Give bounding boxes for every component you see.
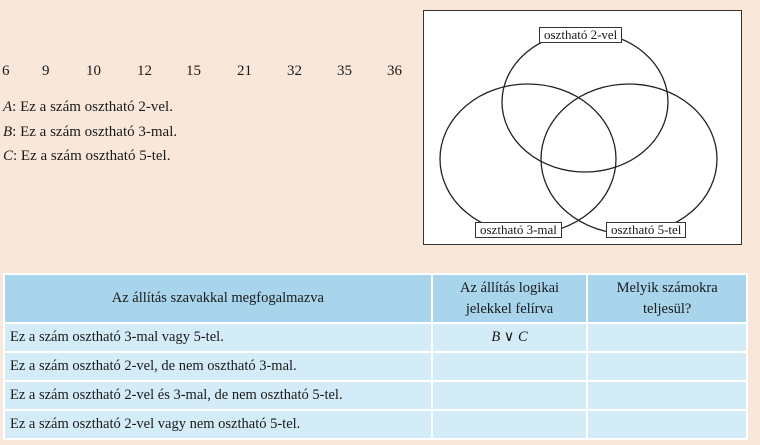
table-row	[4, 352, 747, 381]
row-text: Ez a szám osztható 3-mal vagy 5-tel.	[4, 323, 432, 352]
header-numbers: Melyik számokra teljesül?	[587, 274, 747, 323]
number-item: 15	[186, 63, 201, 79]
statement-a	[3, 95, 177, 120]
row-text: Ez a szám osztható 2-vel és 3-mal, de nem osztható 5-tel.	[4, 381, 432, 410]
statement-letter: C	[3, 148, 14, 164]
header-words: Az állítás szavakkal megfogalmazva	[4, 274, 432, 323]
venn-circle-right	[541, 84, 717, 234]
table-row	[4, 323, 747, 352]
statement-text: : Ez a szám osztható 3-mal.	[12, 123, 178, 140]
row-text: Ez a szám osztható 2-vel, de nem osztható 3-mal.	[4, 352, 432, 381]
venn-label-div3: osztható 3-mal	[475, 222, 562, 238]
venn-diagram	[423, 10, 742, 245]
row-numbers[interactable]	[587, 352, 747, 381]
number-item: 6	[2, 63, 10, 79]
statement-b	[3, 120, 177, 145]
number-item: 12	[137, 63, 152, 79]
row-numbers[interactable]	[587, 410, 747, 439]
venn-label-div2: osztható 2-vel	[539, 27, 622, 43]
venn-circles	[424, 11, 743, 246]
statement-text: : Ez a szám osztható 5-tel.	[13, 148, 171, 164]
exercise-table	[3, 273, 748, 440]
statement-list	[3, 95, 177, 169]
number-item: 21	[237, 63, 252, 79]
row-text: Ez a szám osztható 2-vel vagy nem osztható 5-tel.	[4, 410, 432, 439]
table-header-row	[4, 274, 747, 323]
number-item: 36	[387, 63, 402, 79]
number-item: 35	[337, 63, 352, 79]
number-item: 9	[42, 63, 50, 79]
statement-c	[3, 144, 177, 169]
statement-letter: B	[3, 123, 13, 140]
number-item: 10	[86, 63, 101, 79]
row-logic[interactable]	[432, 352, 588, 381]
venn-circle-left	[440, 84, 616, 234]
row-logic[interactable]	[432, 410, 588, 439]
table-row	[4, 381, 747, 410]
row-logic[interactable]	[432, 381, 588, 410]
table-row	[4, 410, 747, 439]
venn-label-div5: osztható 5-tel	[606, 222, 686, 238]
row-numbers[interactable]	[587, 381, 747, 410]
statement-text: : Ez a szám osztható 2-vel.	[12, 99, 173, 115]
row-logic: B ∨ C	[432, 323, 588, 352]
statement-letter: A	[3, 99, 13, 115]
number-item: 32	[287, 63, 302, 79]
header-logic: Az állítás logikai jelekkel felírva	[432, 274, 588, 323]
row-numbers[interactable]	[587, 323, 747, 352]
